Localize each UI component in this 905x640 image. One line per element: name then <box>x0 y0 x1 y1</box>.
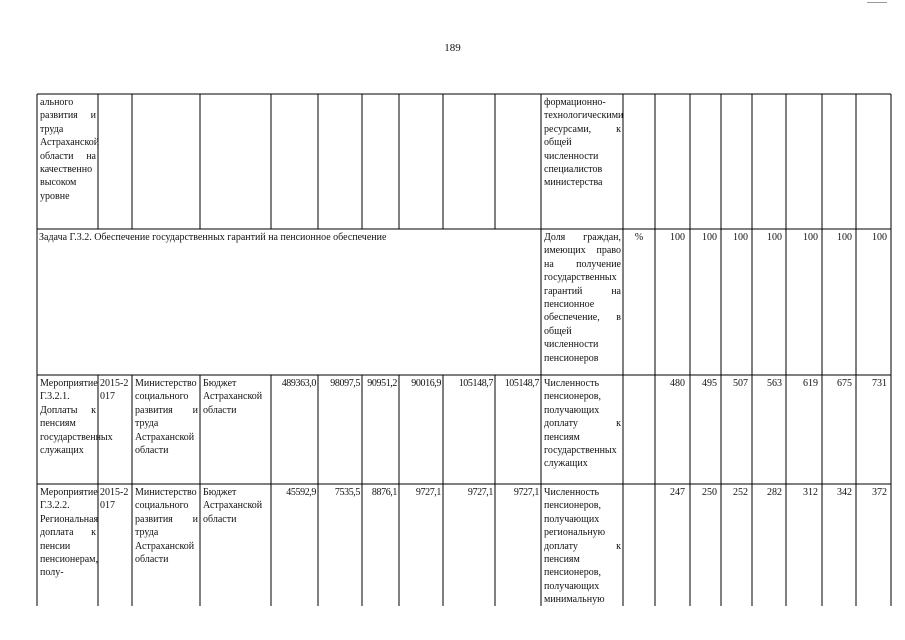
measure2-executor: Министерство социального развития и труда Астраханской области <box>135 487 198 566</box>
measure2-indicator: Численность пенсионеров, получающих региональную доплату к пенсиям пенсионеров, получающих минимальную <box>544 487 621 606</box>
measure1-years: 2015-2017 <box>100 378 129 403</box>
measure1-funding-2015: 98097,5 <box>330 378 360 389</box>
measure2-funding-2015: 7535,5 <box>334 487 360 498</box>
measure1-funding-2019: 105148,7 <box>504 378 539 389</box>
task-indicator-cell: Доля граждан, имеющих право на получение государственных гарантий на пенсионное обеспечение, в общей численности пенсионеров <box>544 232 621 364</box>
row1-name-cell: ального развития и труда Астраханской области на качественно высоком уровне <box>40 97 100 202</box>
measure2-value-2018: 282 <box>767 487 782 498</box>
measure2-value-2016: 250 <box>702 487 717 498</box>
measure1-funding-2018: 105148,7 <box>458 378 493 389</box>
task-value-2019: 100 <box>803 232 818 243</box>
measure2-source: Бюджет Астраханской области <box>203 487 263 525</box>
task-value-2021: 100 <box>872 232 887 243</box>
measure1-funding-2017: 90016,9 <box>411 378 441 389</box>
task-value-2015: 100 <box>670 232 685 243</box>
measure2-value-2017: 252 <box>733 487 748 498</box>
measure2-years: 2015-2017 <box>100 487 129 512</box>
measure1-value-2017: 507 <box>733 378 748 389</box>
page-number: 189 <box>444 42 461 54</box>
row1-indicator-cell: формационно-технологическими ресурсами, к общей численности специалистов министерства <box>544 97 624 189</box>
measure2-value-2021: 372 <box>872 487 887 498</box>
measure2-value-2020: 342 <box>837 487 852 498</box>
measure1-value-2015: 480 <box>670 378 685 389</box>
measure2-funding-total: 45592,9 <box>286 487 316 498</box>
task-value-2016: 100 <box>702 232 717 243</box>
measure2-funding-2019: 9727,1 <box>513 487 539 498</box>
measure2-funding-2018: 9727,1 <box>467 487 493 498</box>
measure1-name: Мероприятие Г.3.2.1. Доплаты к пенсиям государственных служащих <box>40 378 113 457</box>
measure1-value-2016: 495 <box>702 378 717 389</box>
measure1-value-2020: 675 <box>837 378 852 389</box>
measure1-funding-2016: 90951,2 <box>367 378 397 389</box>
task-value-2018: 100 <box>767 232 782 243</box>
task-value-2017: 100 <box>733 232 748 243</box>
measure1-value-2021: 731 <box>872 378 887 389</box>
measure1-value-2019: 619 <box>803 378 818 389</box>
task-unit: % <box>634 232 644 243</box>
measure2-value-2019: 312 <box>803 487 818 498</box>
measure1-source: Бюджет Астраханской области <box>203 378 263 416</box>
measure1-indicator: Численность пенсионеров, получающих доплату к пенсиям государственных служащих <box>544 378 621 470</box>
measure1-funding-total: 489363,0 <box>281 378 316 389</box>
measure1-executor: Министерство социального развития и труда Астраханской области <box>135 378 198 457</box>
task-value-2020: 100 <box>837 232 852 243</box>
measure2-name: Мероприятие Г.3.2.2. Региональная доплата к пенсии пенсионерам, полу- <box>40 487 99 579</box>
measure1-value-2018: 563 <box>767 378 782 389</box>
task-title: Задача Г.3.2. Обеспечение государственных гарантий на пенсионное обеспечение <box>39 232 387 243</box>
measure2-value-2015: 247 <box>670 487 685 498</box>
measure2-funding-2017: 9727,1 <box>415 487 441 498</box>
measure2-funding-2016: 8876,1 <box>371 487 397 498</box>
